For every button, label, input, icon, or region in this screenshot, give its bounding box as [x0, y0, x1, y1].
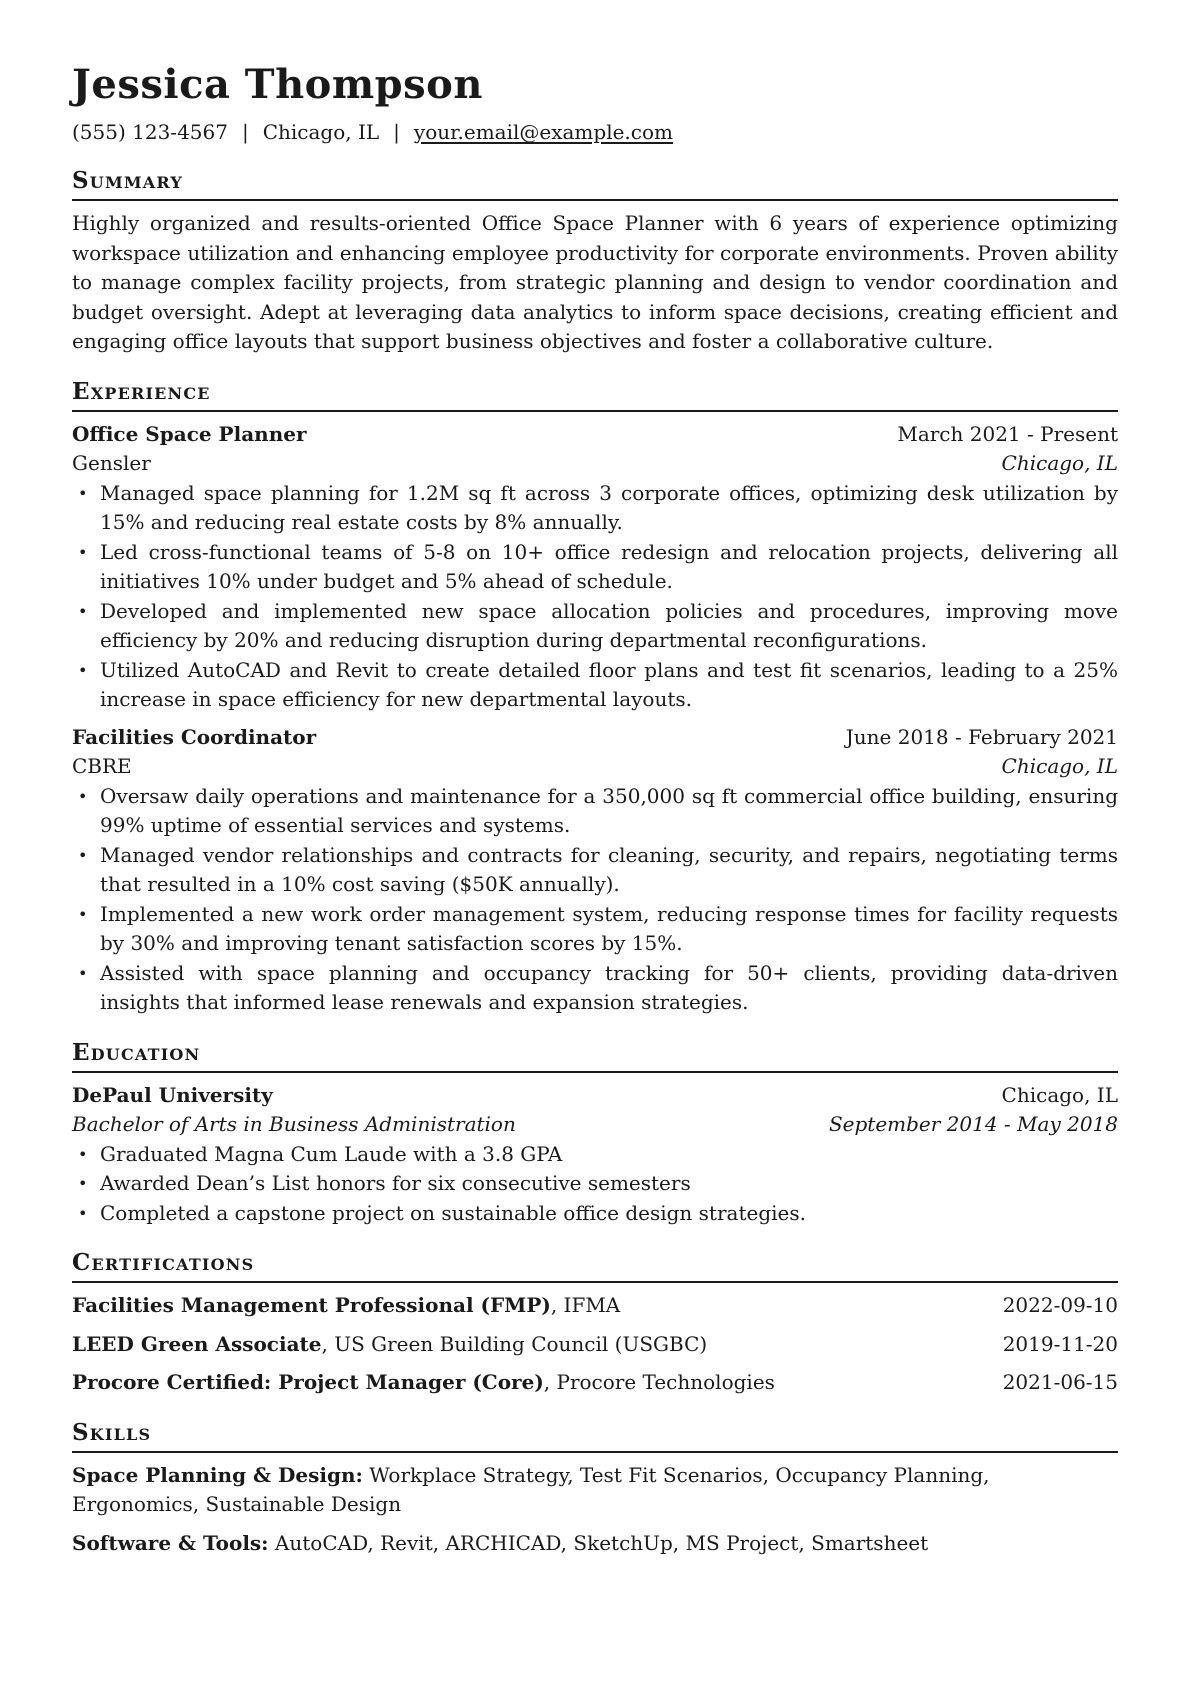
job-bullets: [72, 479, 1118, 715]
school-location: Chicago, IL: [1001, 1082, 1118, 1107]
skill-category: Space Planning & Design:: [72, 1462, 363, 1487]
job-dates: June 2018 - February 2021: [845, 724, 1118, 749]
summary-text: Highly organized and results-oriented Office Space Planner with 6 years of experience optimizing workspace utilization and enhancing employee productivity for corporate environments. Proven ability to manage complex facility projects, from strategic planning and design to vendor coordination and budget oversight. Adept at leveraging data analytics to inform space decisions, creating efficient and engaging office layouts that support business objectives and foster a collaborative culture.: [72, 211, 1118, 353]
separator: |: [241, 120, 249, 144]
certifications-heading: Certifications: [72, 1248, 1118, 1283]
job-location: Chicago, IL: [1001, 451, 1118, 475]
skill-values: Workplace Strategy, Test Fit Scenarios, Occupancy Planning, Ergonomics, Sustainable Design: [72, 1462, 990, 1516]
skill-line: [72, 1529, 1118, 1559]
bullet-item: • Awarded Dean’s List honors for six consecutive semesters: [72, 1169, 1118, 1199]
bullet-item: • Assisted with space planning and occupancy tracking for 50+ clients, providing data-driven insights that informed lease renewals and expansion strategies.: [72, 959, 1118, 1018]
company-name: Gensler: [72, 451, 151, 475]
certification-date: 2022-09-10: [1002, 1293, 1118, 1317]
certification-name: Facilities Management Professional (FMP): [72, 1293, 551, 1317]
certification-issuer: , Procore Technologies: [543, 1370, 775, 1394]
education-bullets: [72, 1140, 1118, 1229]
contact-line: [72, 118, 1118, 146]
bullet-item: • Managed vendor relationships and contracts for cleaning, security, and repairs, negotiating terms that resulted in a 10% cost saving ($50K annually).: [72, 841, 1118, 900]
certification-item: [72, 1291, 1118, 1321]
experience-entry: [72, 420, 1118, 715]
separator: |: [393, 120, 400, 144]
certification-date: 2019-11-20: [1002, 1331, 1118, 1356]
bullet-item: • Managed space planning for 1.2M sq ft across 3 corporate offices, optimizing desk utilization by 15% and reducing real estate costs by 8% annually.: [72, 479, 1118, 538]
bullet-item: • Utilized AutoCAD and Revit to create detailed floor plans and test fit scenarios, leading to a 25% increase in space efficiency for new departmental layouts.: [72, 656, 1118, 715]
phone-number: (555) 123-4567: [72, 120, 228, 144]
education-entry: [72, 1081, 1118, 1229]
candidate-name: Jessica Thompson: [72, 61, 483, 108]
certification-name: Procore Certified: Project Manager (Core): [72, 1370, 544, 1394]
education-dates: September 2014 - May 2018: [828, 1112, 1118, 1136]
job-dates: March 2021 - Present: [897, 421, 1118, 446]
summary-heading: Summary: [72, 166, 1118, 201]
experience-heading: Experience: [72, 377, 1118, 412]
company-name: CBRE: [72, 754, 132, 778]
skill-category: Software & Tools:: [72, 1530, 269, 1555]
skill-values: AutoCAD, Revit, ARCHICAD, SketchUp, MS Project, Smartsheet: [268, 1530, 929, 1555]
experience-entry: [72, 723, 1118, 1018]
education-heading: Education: [72, 1038, 1118, 1073]
school-name: DePaul University: [72, 1082, 273, 1107]
bullet-item: • Developed and implemented new space allocation policies and procedures, improving move efficiency by 20% and reducing disruption during departmental reconfigurations.: [72, 597, 1118, 656]
job-bullets: [72, 782, 1118, 1018]
skills-heading: Skills: [72, 1418, 1118, 1453]
email-link[interactable]: your.email@example.com: [413, 120, 673, 144]
bullet-item: • Graduated Magna Cum Laude with a 3.8 GPA: [72, 1140, 1118, 1170]
bullet-item: • Completed a capstone project on sustainable office design strategies.: [72, 1199, 1118, 1229]
certification-issuer: , US Green Building Council (USGBC): [321, 1331, 708, 1356]
bullet-item: • Implemented a new work order management system, reducing response times for facility requests by 30% and improving tenant satisfaction scores by 15%.: [72, 900, 1118, 959]
job-title: Facilities Coordinator: [72, 724, 317, 749]
bullet-item: • Led cross-functional teams of 5-8 on 10+ office redesign and relocation projects, delivering all initiatives 10% under budget and 5% ahead of schedule.: [72, 538, 1118, 597]
certification-issuer: , IFMA: [550, 1293, 621, 1317]
location: Chicago, IL: [262, 120, 380, 144]
skill-line: [72, 1461, 1118, 1520]
certification-item: [72, 1330, 1118, 1360]
certification-date: 2021-06-15: [1002, 1370, 1118, 1394]
job-location: Chicago, IL: [1001, 754, 1118, 778]
job-title: Office Space Planner: [72, 421, 307, 446]
bullet-item: • Oversaw daily operations and maintenance for a 350,000 sq ft commercial office building, ensuring 99% uptime of essential services and systems.: [72, 782, 1118, 841]
degree: Bachelor of Arts in Business Administration: [72, 1112, 516, 1136]
certification-name: LEED Green Associate: [72, 1331, 322, 1356]
certification-item: [72, 1368, 1118, 1398]
